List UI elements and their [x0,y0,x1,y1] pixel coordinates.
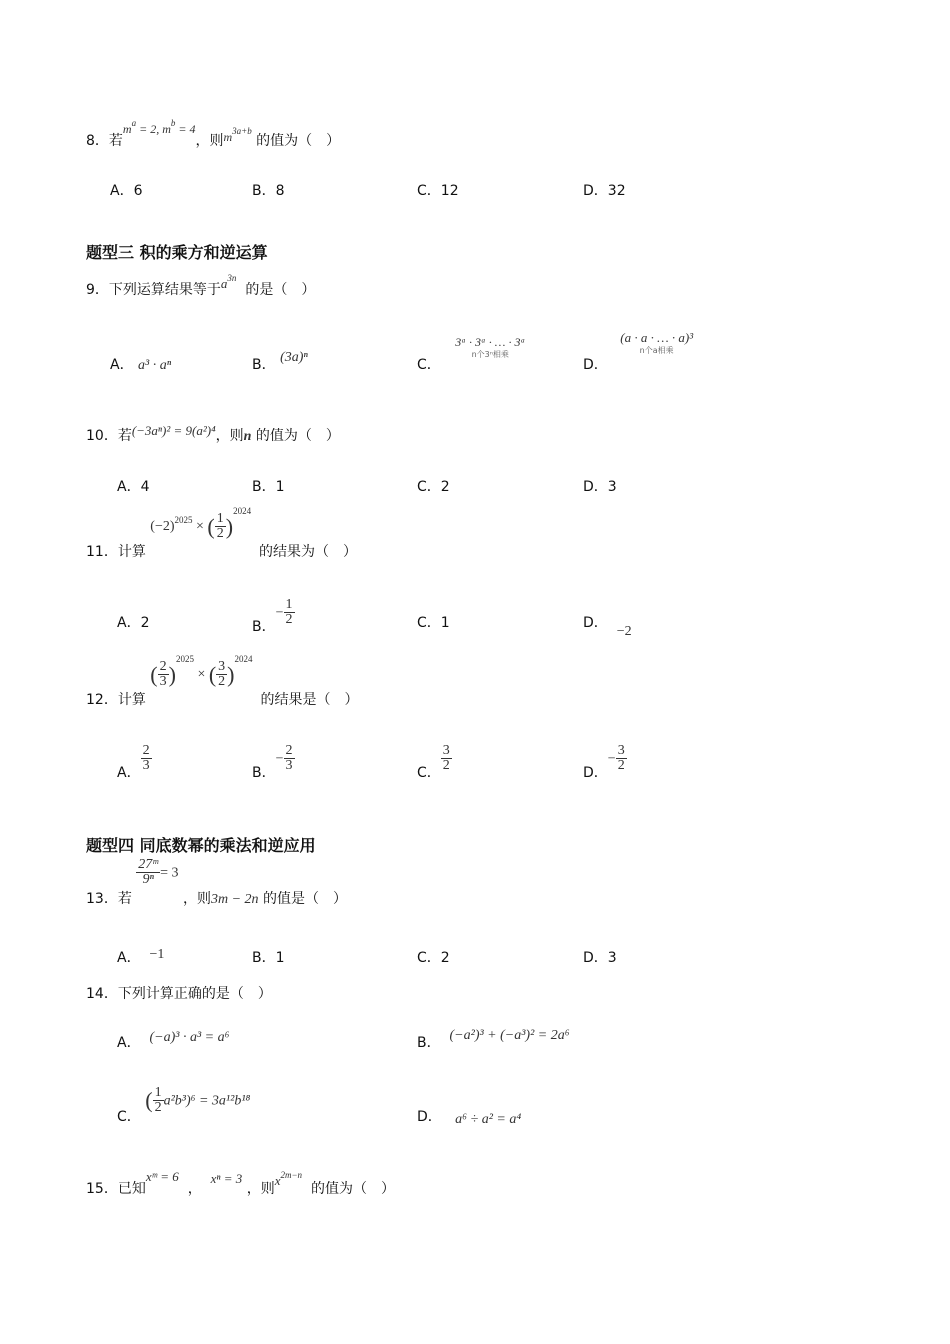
section-heading: 题型三 积的乘方和逆运算 [86,243,268,262]
math-target: $a^{3n}$ [220,273,237,291]
option-b[interactable]: B．1 [252,479,285,495]
math-expression: $(-2)^{2025}$ × ( $\frac{1}{2}$ )$^{2024}$ [150,505,252,541]
question-9: 9．下列运算结果等于$a^{3n}$ 的是（ ） [86,273,316,298]
math-expression: $m^a = 2$, $m^b = 4$ [122,118,196,136]
question-11: 11．计算 $(-2)^{2025}$ × ( $\frac{1}{2}$ )$^{2024}$ 的结果为（ ） [86,505,358,560]
option-c[interactable]: C． $\frac{3}{2}$ [417,743,450,781]
option-d[interactable]: D． a⁶ ÷ a² = a⁴ [417,1109,522,1127]
question-13: 13．若 $\frac{\text{27ᵐ}}{\text{9ⁿ}}$ = 3 ，则3m − 2n 的值是（ ） [86,857,347,907]
option-d[interactable]: D．3 [583,950,617,966]
option-b[interactable]: B．− $\frac{2}{3}$ [252,743,293,781]
option-b[interactable]: B．1 [252,950,285,966]
math-target: $m^{3a+b}$ [223,126,252,144]
option-a[interactable]: A．2 [117,615,150,631]
option-a[interactable]: A． −1 [117,947,165,966]
option-c[interactable]: C．1 [417,615,450,631]
math-expression: ( $\frac{2}{3}$ )$^{2025}$ × ( $\frac{3}{2}$ )$^{2024}$ [150,653,253,689]
option-d[interactable]: D．32 [583,183,626,199]
option-b[interactable]: B． (3a)ⁿ [252,350,308,373]
question-8: 8．若$m^a = 2$, $m^b = 4$，则$m^{3a+b}$ 的值为（ ） [86,118,341,149]
question-15: 15．已知xᵐ = 6 ， xⁿ = 3 ，则$x^{2m-n}$ 的值为（ ） [86,1169,395,1197]
question-14: 14．下列计算正确的是（ ） [86,986,272,1002]
option-c[interactable]: C．2 [417,479,450,495]
question-text: 若 [108,133,123,149]
option-b[interactable]: B．− $\frac{1}{2}$ [252,597,293,635]
section-heading: 题型四 同底数幂的乘法和逆应用 [86,836,316,855]
question-10: 10．若(−3aⁿ)² = 9(a²)⁴，则n 的值为（ ） [86,423,340,444]
option-b[interactable]: B． (−a²)³ + (−a³)² = 2a⁶ [417,1028,570,1051]
option-a[interactable]: A． $\frac{2}{3}$ [117,743,150,781]
option-c[interactable]: C．12 [417,183,459,199]
option-d[interactable]: D． (a · a · … · a)³ n个a相乘 [583,330,694,373]
option-d[interactable]: D． −2 [583,615,632,639]
option-b[interactable]: B．8 [252,183,285,199]
question-12: 12．计算 ( $\frac{2}{3}$ )$^{2025}$ × ( $\frac{3}{2}$ )$^{2024}$ 的结果是（ ） [86,653,359,708]
option-c[interactable]: C． ( $\frac{1}{2}$ a²b³)⁶ = 3a¹²b¹⁸ [117,1085,251,1125]
option-d[interactable]: D．3 [583,479,617,495]
math-expression: (−3aⁿ)² = 9(a²)⁴ [131,423,216,438]
option-d[interactable]: D．− $\frac{3}{2}$ [583,743,625,781]
option-a[interactable]: A．4 [117,479,150,495]
option-a[interactable]: A． a³ · aⁿ [110,357,172,373]
option-c[interactable]: C． 3ᵃ · 3ᵃ · … · 3ᵃ n个3ⁿ相乘 [417,335,526,373]
option-a[interactable]: A．6 [110,183,143,199]
option-a[interactable]: A． (−a)³ · a³ = a⁶ [117,1030,230,1051]
question-number: 8． [86,133,109,149]
option-c[interactable]: C．2 [417,950,450,966]
